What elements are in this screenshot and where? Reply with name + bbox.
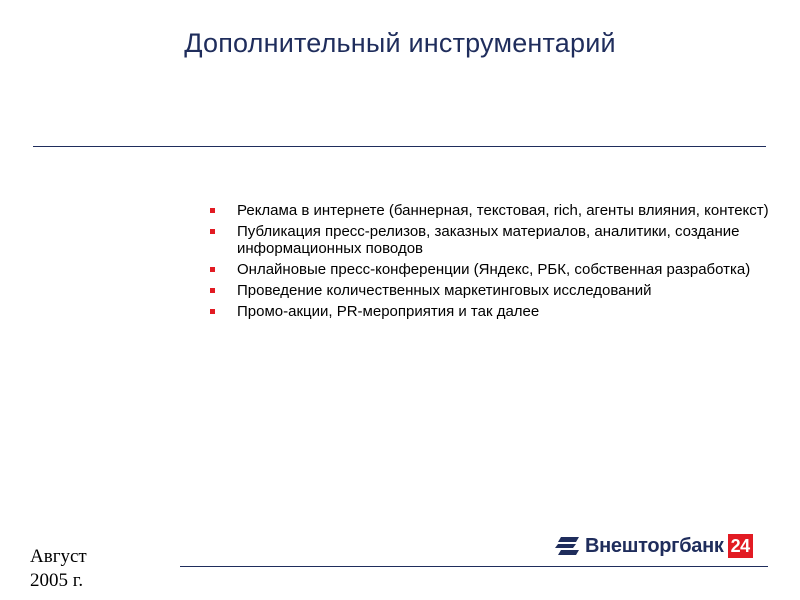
bullet-item xyxy=(210,202,770,219)
title-divider xyxy=(33,146,766,147)
bullet-item xyxy=(210,282,770,299)
footer-date-month: Август xyxy=(30,546,87,567)
bank-logo xyxy=(555,532,753,560)
bullet-item xyxy=(210,223,770,257)
slide-title: Дополнительный инструментарий xyxy=(184,28,616,58)
bullet-item xyxy=(210,303,770,320)
bullet-item xyxy=(210,261,770,278)
vtb-stripes-icon xyxy=(555,535,581,557)
bullet-text: Публикация пресс-релизов, заказных материалов, аналитики, создание информационных поводов xyxy=(237,223,740,257)
square-bullet-icon xyxy=(210,309,215,314)
bullet-text: Реклама в интернете (баннерная, текстовая, rich, агенты влияния, контекст) xyxy=(237,202,769,219)
bullet-text: Онлайновые пресс-конференции (Яндекс, РБК, собственная разработка) xyxy=(237,261,751,278)
square-bullet-icon xyxy=(210,229,215,234)
bank-logo-name: Внешторгбанк xyxy=(585,535,724,557)
bank-logo-badge: 24 xyxy=(728,534,753,558)
square-bullet-icon xyxy=(210,288,215,293)
footer-date-year: 2005 г. xyxy=(30,570,84,591)
bullet-text: Проведение количественных маркетинговых исследований xyxy=(237,282,652,299)
bullet-text: Промо-акции, PR-мероприятия и так далее xyxy=(237,303,540,320)
footer-divider xyxy=(180,566,768,567)
bullet-list xyxy=(210,202,770,324)
square-bullet-icon xyxy=(210,208,215,213)
footer-date xyxy=(30,545,87,593)
square-bullet-icon xyxy=(210,267,215,272)
